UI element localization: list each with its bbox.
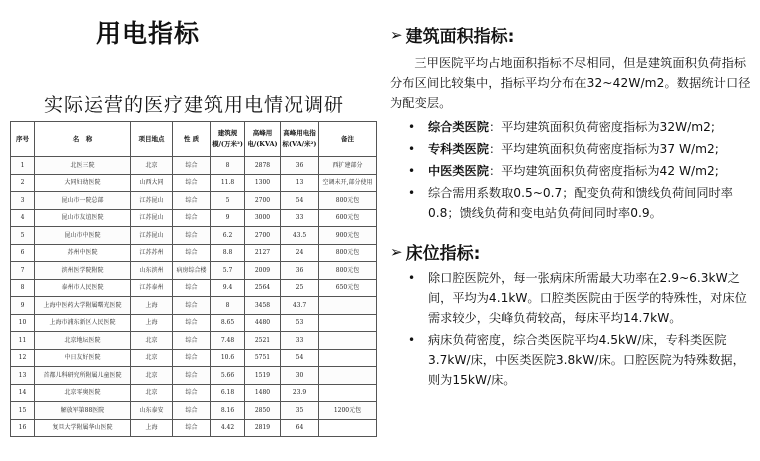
indicator-panel	[390, 22, 755, 392]
bullet-dot-icon: •	[408, 164, 416, 178]
table-cell: 13	[11, 367, 35, 385]
table-cell: 病房综合楼	[173, 262, 211, 280]
table-cell: 昆山市一院总部	[35, 192, 131, 210]
column-header: 项目地点	[131, 122, 173, 157]
table-cell: 16	[11, 419, 35, 437]
table-cell: 4.42	[211, 419, 245, 437]
column-header: 高峰用电指标(VA/米²)	[281, 122, 319, 157]
table-cell: 6.2	[211, 227, 245, 245]
column-header: 高峰用电/(KVA)	[245, 122, 281, 157]
table-cell: 8	[211, 297, 245, 315]
page-title: 用电指标	[96, 19, 201, 48]
list-item-text: ：平均建筑面积负荷密度指标为42 W/m2;	[488, 164, 719, 178]
table-cell: 北京	[131, 349, 173, 367]
table-cell: 山东泰安	[131, 402, 173, 420]
table-cell: 复旦大学附属华山医院	[35, 419, 131, 437]
table-cell: 4	[11, 209, 35, 227]
table-cell: 综合	[173, 227, 211, 245]
list-item-text: ：平均建筑面积负荷密度指标为32W/m2;	[488, 120, 715, 134]
table-cell: 5751	[245, 349, 281, 367]
table-cell: 3	[11, 192, 35, 210]
table-cell: 上海	[131, 297, 173, 315]
bullet-dot-icon: •	[408, 120, 416, 134]
table-row	[11, 349, 377, 367]
table-cell	[319, 332, 377, 350]
table-cell: 9.4	[211, 279, 245, 297]
table-cell: 2700	[245, 192, 281, 210]
list-item	[390, 268, 755, 328]
table-cell: 综合	[173, 419, 211, 437]
bullet-dot-icon: •	[408, 271, 416, 285]
bullet-dot-icon: •	[408, 186, 416, 200]
table-cell: 综合	[173, 244, 211, 262]
column-header: 名 称	[35, 122, 131, 157]
table-cell: 33	[281, 332, 319, 350]
table-cell: 6.18	[211, 384, 245, 402]
table-cell: 上海中医药大学附属曙光医院	[35, 297, 131, 315]
table-row	[11, 419, 377, 437]
list-item-bold: 专科类医院	[428, 142, 489, 156]
table-cell: 5.66	[211, 367, 245, 385]
table-cell: 10.6	[211, 349, 245, 367]
table-cell: 900元包	[319, 227, 377, 245]
bed-indicator-section	[390, 239, 755, 390]
table-cell: 综合	[173, 367, 211, 385]
bed-bullet-list	[390, 268, 755, 390]
table-cell: 6	[11, 244, 35, 262]
table-cell: 54	[281, 192, 319, 210]
table-cell: 山西大同	[131, 174, 173, 192]
table-cell: 650元包	[319, 279, 377, 297]
table-cell: 江苏泰州	[131, 279, 173, 297]
column-header: 序号	[11, 122, 35, 157]
list-item	[390, 117, 755, 137]
list-item	[390, 139, 755, 159]
table-cell: 综合	[173, 314, 211, 332]
table-cell: 山东滨州	[131, 262, 173, 280]
table-cell: 昆山市友谊医院	[35, 209, 131, 227]
bed-section-heading-text: 床位指标:	[405, 244, 481, 264]
table-cell: 8	[211, 157, 245, 175]
table-row	[11, 384, 377, 402]
table-cell: 综合	[173, 332, 211, 350]
table-row	[11, 402, 377, 420]
table-cell: 综合	[173, 349, 211, 367]
list-item	[390, 330, 755, 390]
list-item-bold: 中医类医院	[428, 164, 489, 178]
table-row	[11, 244, 377, 262]
table-cell: 苏州中医院	[35, 244, 131, 262]
table-row	[11, 209, 377, 227]
table-cell	[319, 367, 377, 385]
table-cell: 综合	[173, 174, 211, 192]
table-cell: 8.65	[211, 314, 245, 332]
table-cell: 54	[281, 349, 319, 367]
table-cell: 36	[281, 157, 319, 175]
table-cell: 西扩建部分	[319, 157, 377, 175]
table-cell: 43.5	[281, 227, 319, 245]
table-cell: 3458	[245, 297, 281, 315]
table-cell: 滨州医学院附院	[35, 262, 131, 280]
area-indicator-section	[390, 22, 755, 223]
table-cell: 上海市浦东新区人民医院	[35, 314, 131, 332]
table-cell: 北京	[131, 367, 173, 385]
area-bullet-list	[390, 117, 755, 223]
table-body	[11, 157, 377, 437]
table-cell: 江苏苏州	[131, 244, 173, 262]
table-cell	[319, 419, 377, 437]
survey-table-container	[10, 121, 376, 459]
table-cell: 2127	[245, 244, 281, 262]
table-cell: 上海	[131, 314, 173, 332]
table-cell: 14	[11, 384, 35, 402]
table-cell: 10	[11, 314, 35, 332]
table-cell: 600元包	[319, 209, 377, 227]
table-cell: 800元包	[319, 244, 377, 262]
table-cell: 25	[281, 279, 319, 297]
table-cell: 北京	[131, 332, 173, 350]
column-header: 性 质	[173, 122, 211, 157]
column-header: 建筑规模/(万米²)	[211, 122, 245, 157]
table-cell: 11	[11, 332, 35, 350]
table-cell: 5	[211, 192, 245, 210]
table-cell: 大同妇幼医院	[35, 174, 131, 192]
table-header-row	[11, 122, 377, 157]
table-cell: 5	[11, 227, 35, 245]
table-cell: 9	[11, 297, 35, 315]
list-item-text: ：平均建筑面积负荷密度指标为37 W/m2;	[488, 142, 719, 156]
table-cell: 3000	[245, 209, 281, 227]
list-item-text: 病床负荷密度，综合类医院平均4.5kW/床，专科类医院3.7kW/床，中医类医院3.8kW/床。口腔医院为特殊数据，则为15kW/床。	[428, 333, 745, 387]
list-item-bold: 综合类医院	[428, 120, 489, 134]
table-cell: 综合	[173, 297, 211, 315]
table-cell: 2700	[245, 227, 281, 245]
table-cell: 13	[281, 174, 319, 192]
table-cell: 综合	[173, 209, 211, 227]
table-cell: 11.8	[211, 174, 245, 192]
table-row	[11, 227, 377, 245]
table-cell: 12	[11, 349, 35, 367]
table-cell: 空调未开,部分使用	[319, 174, 377, 192]
table-cell: 64	[281, 419, 319, 437]
table-cell: 2878	[245, 157, 281, 175]
table-cell: 综合	[173, 402, 211, 420]
table-cell: 8.16	[211, 402, 245, 420]
area-section-heading	[390, 22, 755, 47]
table-cell: 上海	[131, 419, 173, 437]
list-item	[390, 161, 755, 181]
area-section-heading-text: 建筑面积指标:	[405, 27, 515, 47]
table-cell: 7	[11, 262, 35, 280]
bullet-dot-icon: •	[408, 333, 416, 347]
table-row	[11, 174, 377, 192]
table-cell: 北京零奥医院	[35, 384, 131, 402]
table-cell: 2521	[245, 332, 281, 350]
table-cell: 2564	[245, 279, 281, 297]
list-item-text: 综合需用系数取0.5~0.7；配变负荷和馈线负荷间同时率0.8；馈线负荷和变电站负荷间同时率0.9。	[428, 186, 733, 220]
table-row	[11, 279, 377, 297]
table-cell: 15	[11, 402, 35, 420]
table-cell: 综合	[173, 279, 211, 297]
table-cell: 36	[281, 262, 319, 280]
table-cell: 8	[11, 279, 35, 297]
table-cell	[319, 314, 377, 332]
table-row	[11, 297, 377, 315]
table-row	[11, 192, 377, 210]
table-row	[11, 332, 377, 350]
table-cell: 泰州市人民医院	[35, 279, 131, 297]
table-cell: 1300	[245, 174, 281, 192]
table-cell	[319, 297, 377, 315]
table-cell: 800元包	[319, 262, 377, 280]
arrow-right-icon: ➢	[390, 242, 403, 261]
column-header: 备注	[319, 122, 377, 157]
table-cell: 昆山市中医院	[35, 227, 131, 245]
table-cell: 北京地坛医院	[35, 332, 131, 350]
arrow-right-icon: ➢	[390, 25, 403, 44]
table-cell: 35	[281, 402, 319, 420]
table-cell: 2	[11, 174, 35, 192]
table-cell: 综合	[173, 192, 211, 210]
survey-table	[10, 121, 377, 437]
table-cell: 江苏昆山	[131, 209, 173, 227]
table-cell: 中日友好医院	[35, 349, 131, 367]
table-cell: 23.9	[281, 384, 319, 402]
table-cell: 综合	[173, 384, 211, 402]
table-cell: 江苏昆山	[131, 227, 173, 245]
table-cell: 1	[11, 157, 35, 175]
table-cell: 北京	[131, 384, 173, 402]
table-cell: 首都儿科研究所附属儿童医院	[35, 367, 131, 385]
table-cell	[319, 384, 377, 402]
table-cell: 2009	[245, 262, 281, 280]
survey-title: 实际运营的医疗建筑用电情况调研	[44, 94, 345, 116]
table-cell: 北医三院	[35, 157, 131, 175]
table-cell: 8.8	[211, 244, 245, 262]
table-cell: 800元包	[319, 192, 377, 210]
table-cell: 24	[281, 244, 319, 262]
table-cell: 2819	[245, 419, 281, 437]
table-cell: 7.48	[211, 332, 245, 350]
table-cell: 4480	[245, 314, 281, 332]
table-cell: 1519	[245, 367, 281, 385]
table-cell: 北京	[131, 157, 173, 175]
table-cell: 解放军第88医院	[35, 402, 131, 420]
list-item-text: 除口腔医院外，每一张病床所需最大功率在2.9~6.3kW之间，平均为4.1kW。口腔类医院由于医学的特殊性，对床位需求较少，尖峰负荷较高，每床平均14.7kW。	[428, 271, 747, 325]
table-cell: 30	[281, 367, 319, 385]
table-row	[11, 367, 377, 385]
table-cell: 53	[281, 314, 319, 332]
area-section-intro: 三甲医院平均占地面积指标不尽相同，但是建筑面积负荷指标分布区间比较集中，指标平均分布在32~42W/m2。数据统计口径为配变层。	[390, 56, 751, 110]
table-cell	[319, 349, 377, 367]
table-row	[11, 157, 377, 175]
table-cell: 9	[211, 209, 245, 227]
table-cell: 2850	[245, 402, 281, 420]
table-row	[11, 314, 377, 332]
table-cell: 1200元包	[319, 402, 377, 420]
list-item	[390, 183, 755, 223]
table-row	[11, 262, 377, 280]
table-cell: 1480	[245, 384, 281, 402]
bed-section-heading	[390, 239, 755, 264]
table-cell: 33	[281, 209, 319, 227]
table-cell: 5.7	[211, 262, 245, 280]
bullet-dot-icon: •	[408, 142, 416, 156]
table-cell: 43.7	[281, 297, 319, 315]
table-cell: 江苏昆山	[131, 192, 173, 210]
table-cell: 综合	[173, 157, 211, 175]
